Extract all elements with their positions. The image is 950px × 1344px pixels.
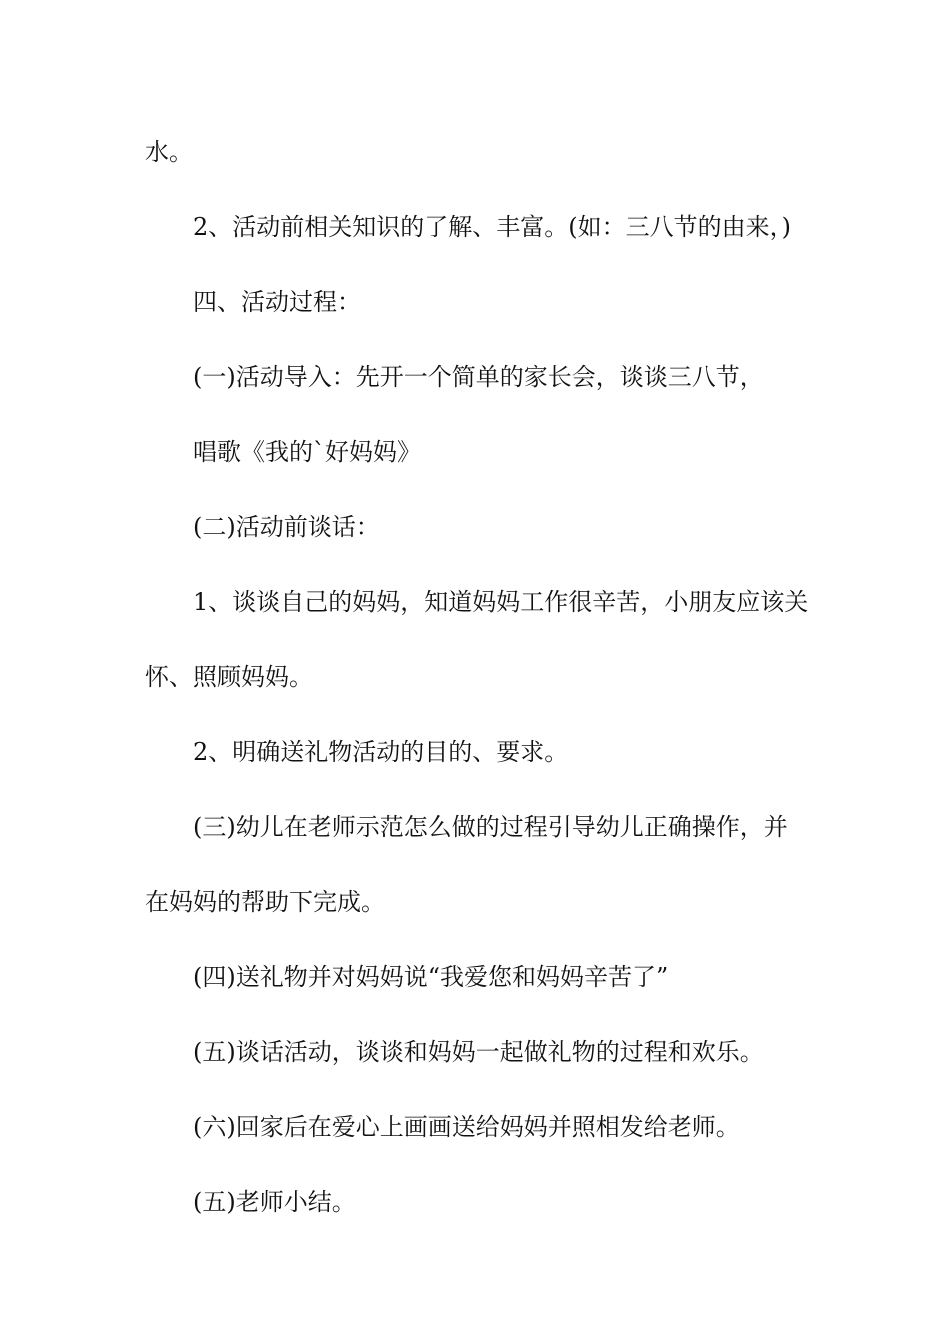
text-line-step-3: (三)幼儿在老师示范怎么做的过程引导幼儿正确操作，并 [193,813,788,841]
text-line-talk-2: 2、明确送礼物活动的目的、要求。 [193,738,569,766]
text-line-preparation-2: 2、活动前相关知识的了解、丰富。(如：三八节的由来，) [193,213,791,241]
text-line-continuation: 水。 [145,138,193,166]
text-line-step-2: (二)活动前谈话： [193,513,380,541]
text-line-step-6: (六)回家后在爱心上画画送给妈妈并照相发给老师。 [193,1113,740,1141]
text-line-talk-1-continued: 怀、照顾妈妈。 [145,663,313,691]
text-line-step-1: (一)活动导入：先开一个简单的家长会，谈谈三八节， [193,363,764,391]
text-line-song: 唱歌《我的`好妈妈》 [193,438,421,466]
text-line-step-3-continued: 在妈妈的帮助下完成。 [145,888,385,916]
text-line-summary: (五)老师小结。 [193,1188,356,1216]
section-heading-activity-process: 四、活动过程： [193,288,361,316]
text-line-step-5: (五)谈话活动，谈谈和妈妈一起做礼物的过程和欢乐。 [193,1038,764,1066]
text-line-talk-1: 1、谈谈自己的妈妈，知道妈妈工作很辛苦，小朋友应该关 [193,588,809,616]
text-line-step-4: (四)送礼物并对妈妈说“我爱您和妈妈辛苦了” [193,963,669,991]
